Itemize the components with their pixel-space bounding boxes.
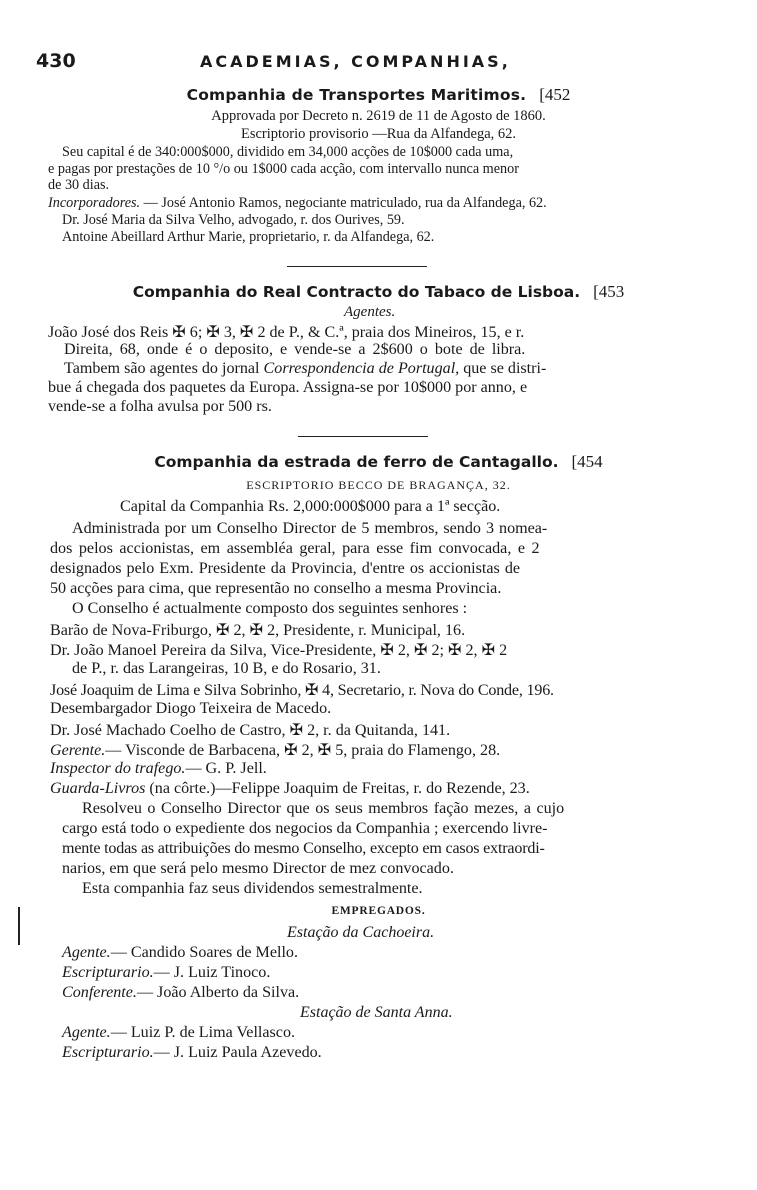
label: Incorporadores. <box>48 195 141 211</box>
employee-line <box>62 984 299 1002</box>
station-heading: Estação da Cachoeira. <box>287 924 435 941</box>
section-452-heading <box>0 85 757 105</box>
section-number: [453 <box>593 282 625 301</box>
employee-line <box>62 944 298 962</box>
text: — Visconde de Barbacena, ✠ 2, ✠ 5, praia do Flamengo, 28. <box>105 742 501 759</box>
divider <box>298 436 428 437</box>
label: Gerente. <box>50 742 106 759</box>
label: Agente. <box>62 1024 111 1041</box>
inspector-line <box>50 760 267 778</box>
section-title: Companhia de Transportes Maritimos. <box>186 86 527 104</box>
employee-line <box>62 1044 322 1062</box>
label: Escripturario. <box>62 964 154 981</box>
text-line: e pagas por prestações de 10 °/o ou 1$000 cada acção, com intervallo nunca menor <box>48 161 519 177</box>
member-line: Barão de Nova-Friburgo, ✠ 2, ✠ 2, Presidente, r. Municipal, 16. <box>50 622 466 639</box>
divider <box>287 266 427 267</box>
journal-name: Correspondencia de Portugal, <box>263 360 460 377</box>
text-line: mente todas as attribuições do mesmo Conselho, excepto em casos extraordi- <box>62 840 545 857</box>
label: Agente. <box>62 944 111 961</box>
text: — João Alberto da Silva. <box>136 984 300 1001</box>
text-line: bue á chegada dos paquetes da Europa. Assigna-se por 10$000 por anno, e <box>48 379 528 396</box>
capital-line: Capital da Companhia Rs. 2,000:000$000 para a 1ª secção. <box>120 498 501 515</box>
page-number: 430 <box>36 50 76 72</box>
text: — José Antonio Ramos, negociante matriculado, rua da Alfandega, 62. <box>140 195 547 211</box>
text-line: Administrada por um Conselho Director de 5 membros, sendo 3 nomea- <box>72 520 548 537</box>
member-line: Desembargador Diogo Teixeira de Macedo. <box>50 700 332 717</box>
employee-line <box>62 964 270 982</box>
label: Escripturario. <box>62 1044 154 1061</box>
section-454-heading <box>0 452 757 472</box>
approval-line: Approvada por Decreto n. 2619 de 11 de Agosto de 1860. <box>211 108 546 124</box>
member-line: de P., r. das Larangeiras, 10 B, e do Rosario, 31. <box>72 660 381 677</box>
text: — Luiz P. de Lima Vellasco. <box>110 1024 296 1041</box>
text: — G. P. Jell. <box>185 760 267 777</box>
section-number: [452 <box>539 85 571 104</box>
label: Conferente. <box>62 984 137 1001</box>
text: — J. Luiz Tinoco. <box>153 964 271 981</box>
employees-heading: EMPREGADOS. <box>331 905 426 917</box>
text: que se distri- <box>459 360 547 377</box>
text-line: Esta companhia faz seus dividendos semestralmente. <box>82 880 423 897</box>
member-line: Dr. João Manoel Pereira da Silva, Vice-Presidente, ✠ 2, ✠ 2; ✠ 2, ✠ 2 <box>50 642 508 659</box>
text-line: cargo está todo o expediente dos negocios da Companhia ; exercendo livre- <box>62 820 548 837</box>
office-address: ESCRIPTORIO BECCO DE BRAGANÇA, 32. <box>246 478 511 492</box>
text-line: Direita, 68, onde é o deposito, e vende-se a 2$600 o bote de libra. <box>64 341 526 358</box>
text-line: Resolveu o Conselho Director que os seus membros fação mezes, a cujo <box>82 800 565 817</box>
text-line: O Conselho é actualmente composto dos seguintes senhores : <box>72 600 468 617</box>
station-heading: Estação de Santa Anna. <box>300 1004 453 1021</box>
incorporators-line <box>48 195 547 212</box>
text-line: de 30 dias. <box>48 177 110 193</box>
text-line: Seu capital é de 340:000$000, dividido em 34,000 acções de 10$000 cada uma, <box>62 144 514 160</box>
employee-line <box>62 1024 295 1042</box>
margin-mark <box>18 907 20 945</box>
sub-heading: Agentes. <box>344 304 396 320</box>
text-line: Antoine Abeillard Arthur Marie, proprietario, r. da Alfandega, 62. <box>62 229 435 245</box>
office-line: Escriptorio provisorio —Rua da Alfandega, 62. <box>240 126 517 142</box>
section-title: Companhia da estrada de ferro de Cantagallo. <box>154 453 559 471</box>
text-line: vende-se a folha avulsa por 500 rs. <box>48 398 272 415</box>
text-line: Dr. José Maria da Silva Velho, advogado, r. dos Ourives, 59. <box>62 212 405 228</box>
label: Guarda-Livros <box>50 780 146 797</box>
section-title: Companhia do Real Contracto do Tabaco de Lisboa. <box>132 283 581 301</box>
manager-line <box>50 740 500 760</box>
text-line: 50 acções para cima, que representão no conselho a mesma Provincia. <box>50 580 502 597</box>
label: Inspector do trafego. <box>50 760 186 777</box>
text: Tambem são agentes do jornal <box>64 360 264 377</box>
text-line <box>64 360 546 378</box>
bookkeeper-line <box>50 780 530 798</box>
text: — Candido Soares de Mello. <box>110 944 299 961</box>
running-title: ACADEMIAS, COMPANHIAS, <box>200 52 511 71</box>
member-line: José Joaquim de Lima e Silva Sobrinho, ✠ 4, Secretario, r. Nova do Conde, 196. <box>50 682 554 699</box>
text-line: designados pelo Exm. Presidente da Provincia, d'entre os accionistas de <box>50 560 521 577</box>
section-453-heading <box>0 282 757 302</box>
text: (na côrte.)—Felippe Joaquim de Freitas, r. do Rezende, 23. <box>145 780 530 797</box>
member-line: Dr. José Machado Coelho de Castro, ✠ 2, r. da Quitanda, 141. <box>50 722 451 739</box>
text: — J. Luiz Paula Azevedo. <box>153 1044 322 1061</box>
text-line: narios, em que será pelo mesmo Director de mez convocado. <box>62 860 454 877</box>
text-line: dos pelos accionistas, em assembléa geral, para esse fim convocada, e 2 <box>50 540 540 557</box>
section-number: [454 <box>571 452 603 471</box>
text-line: João José dos Reis ✠ 6; ✠ 3, ✠ 2 de P., & C.ª, praia dos Mineiros, 15, e r. <box>48 324 525 341</box>
